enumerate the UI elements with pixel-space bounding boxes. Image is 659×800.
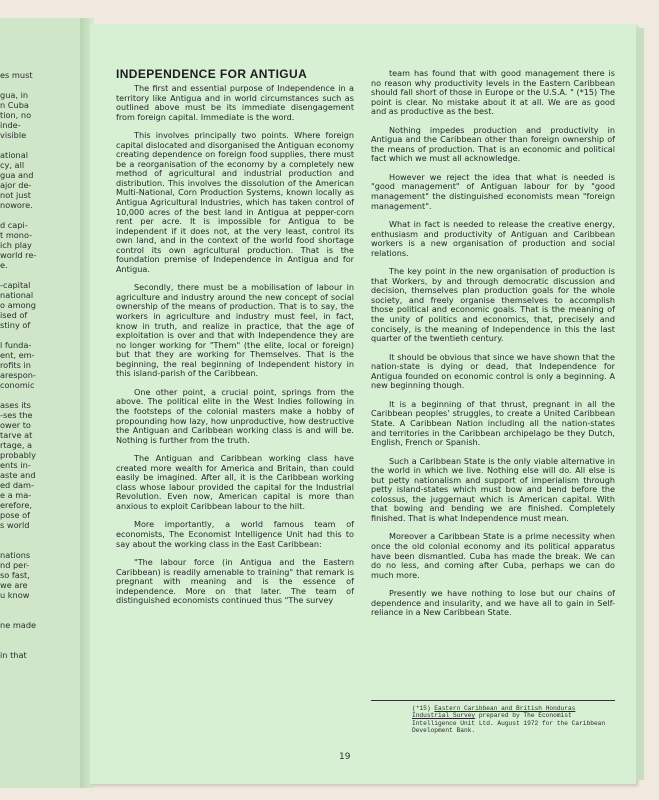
left-fragment-line: ases its [0,400,31,410]
footnote-marker: (*15) [412,705,431,712]
left-fragment-line: -capital [0,280,31,290]
paragraph: What in fact is needed to release the creative energy, enthusiasm and productivity of Antiguan and Caribbean workers is a new organisation of production and social relations. [371,219,615,258]
left-fragment-line: pose of [0,510,31,520]
left-fragment-line: rtage, a [0,440,33,450]
paragraph: However we reject the idea that what is needed is "good management" of Antiguan labour for by "good management" the distinguished economists mean "foreign management". [371,171,615,211]
left-fragment-line: world re- [0,250,37,260]
left-fragment-line: aste and [0,470,36,480]
left-fragment-line: es must [0,70,33,80]
left-fragment-line: so fast, [0,570,30,580]
left-fragment-line: erefore, [0,500,32,510]
left-fragment-line: ajor de- [0,180,32,190]
paragraph: "The labour force (in Antigua and the Eastern Caribbean) is readily amenable to training" that remark is pregnant with meaning and is the essence of independence. More on that later. The team of distinguished economists continued thus "The survey [116,557,354,606]
left-fragment-line: ich play [0,240,32,250]
left-fragment-line: d capi- [0,220,28,230]
paragraph: One other point, a crucial point, springs from the above. The political elite in the West Indies following in the footsteps of the colonial masters make a hobby of propounding how lazy, how unproductive, how destructive the Antiguan and Caribbean working class is and will be. Nothing is further from the truth. [116,386,354,445]
paragraph: Presently we have nothing to lose but our chains of dependence and insularity, and we have all to gain in Self-reliance in a New Caribbean State. [371,588,615,618]
left-text-column [116,84,354,606]
footnote-source-title: Eastern Caribbean and British Honduras Industrial Survey [412,705,576,720]
left-fragment-line: nd per- [0,560,30,570]
left-fragment-line: conomic [0,380,35,390]
left-fragment-line: n Cuba [0,100,29,110]
left-fragment-line [0,600,36,610]
left-fragment-line [0,80,36,90]
left-fragment-line: not just [0,190,31,200]
paragraph: It is a beginning of that thrust, pregnant in all the Caribbean peoples' struggles, to create a United Caribbean State. A Caribbean Nation including all the nation-states and territories in the Caribbean archipelago be they Dutch, English, French or Spanish. [371,398,615,448]
left-fragment-line: s world [0,520,30,530]
left-fragment-line: gua, in [0,90,29,100]
paragraph: Secondly, there must be a mobilisation of labour in agriculture and industry around the new concept of social ownership of the means of production. That is to say, the workers in agriculture and industry must feel, in fact, know in truth, and realize in practice, that the age of exploitation is over and that with Independence they are no longer working for "Them" (the elite, local or foreign) but that they are working for Themselves. That is the beginning, the real beginning of Independent history in this island-parish of the Caribbean. [116,282,354,379]
left-fragment-line: ed dam- [0,480,34,490]
left-fragment-line: nations [0,550,31,560]
left-fragment-line: rofits in [0,360,31,370]
left-fragment-line: arespon- [0,370,36,380]
left-fragment-line: inde- [0,120,21,130]
left-fragment-line: tarve at [0,430,33,440]
left-fragment-line: ents in- [0,460,31,470]
page-number: 19 [339,752,351,762]
left-page-text-fragments [0,70,36,660]
left-fragment-line: visible [0,130,27,140]
left-fragment-line: we are [0,580,28,590]
paragraph: The Antiguan and Caribbean working class have created more wealth for America and Britain, than could easily be imagined. After all, it is the Caribbean working class whose labour provided the capital for the Industrial Revolution. Even now, American capital is more than anxious to exploit Caribbean labour to the hilt. [116,453,354,511]
left-fragment-line [0,630,36,640]
paragraph: team has found that with good management there is no reason why productivity levels in the Eastern Caribbean should fall short of those in Europe or the U.S.A. " (*15) The point is clear. No mistake about it at all. We are as good and as productive as the best. [371,68,615,117]
left-fragment-line: cy, all [0,160,25,170]
footnote-rule [371,700,615,701]
left-fragment-line: ational [0,150,28,160]
left-fragment-line: t mono- [0,230,33,240]
left-fragment-line: l funda- [0,340,32,350]
left-fragment-line [0,270,36,280]
right-text-column [371,69,615,618]
left-fragment-line: o among [0,300,37,310]
left-fragment-line [0,390,36,400]
left-fragment-line: national [0,290,34,300]
left-fragment-line: u know [0,590,30,600]
left-fragment-line [0,540,36,550]
left-fragment-line: ised of [0,310,28,320]
left-fragment-line: ent, em- [0,350,35,360]
left-fragment-line: probably [0,450,36,460]
left-fragment-line: in that [0,650,27,660]
left-page [0,18,87,788]
left-fragment-line [0,140,36,150]
paragraph: Such a Caribbean State is the only viable alternative in the world in which we live. Nothing else will do. All else is but petty nationalism and support of imperialism through petty island-states which must bow and bend before the colossus, the juggernaut which is American capital. With that bowing and bending we are finished. Completely finished. That is what Independence must mean. [371,455,615,523]
left-fragment-line: gua and [0,170,34,180]
left-fragment-line [0,530,36,540]
left-fragment-line: nowore. [0,200,33,210]
left-fragment-line: -ses the [0,410,33,420]
left-fragment-line: stiny of [0,320,31,330]
page-edge [636,28,644,780]
left-fragment-line [0,330,36,340]
left-fragment-line: e. [0,260,8,270]
left-fragment-line: tion, no [0,110,32,120]
paragraph: Nothing impedes production and productivity in Antigua and the Caribbean other than foreign ownership of the means of production. That is an economic and political fact which we must all acknowledge. [371,124,615,164]
paragraph: This involves principally two points. Where foreign capital dislocated and disorganised the Antiguan economy creating dependence on foreign food supplies, there must be a reorganisation of the economy by a completely new method of agricultural and industrial production and distribution. This involves the dissolution of the American Multi-National, Corn Production Systems, known locally as Antigua Agricultural Industries, which has taken control of 10,000 acres of the best land in Antigua at pepper-corn rent per acre. It is impossible for Antigua to be independent if it does not, at the very least, control its own land, and in the context of the world food shortage control its own agricultural production. That is the foundation premise of Independence in Antigua and for Antigua. [116,130,354,274]
left-fragment-line [0,640,36,650]
paragraph: The key point in the new organisation of production is that Workers, by and through democratic discussion and decision, themselves plan production goals for the whole society, and freely organise themselves to accomplish those political and economic goals. That is the meaning of the unity of politics and economics, that, precisely and concisely, is the meaning of Independence in this the last quarter of the twentieth century. [371,266,615,344]
left-fragment-line [0,210,36,220]
left-fragment-line [0,610,36,620]
article-title: INDEPENDENCE FOR ANTIGUA [116,67,308,81]
left-fragment-line: e a ma- [0,490,32,500]
left-fragment-line: ne made [0,620,37,630]
paragraph: It should be obvious that since we have shown that the nation-state is dying or dead, that Independence for Antigua founded on economic control is only a beginning. A new beginning though. [371,351,615,391]
left-fragment-line: ower to [0,420,31,430]
footnote-rest: prepared by The Economist Intelligence Unit Ltd. August 1972 for the Caribbean Development Bank. [412,712,606,735]
footnote [412,705,612,735]
paragraph: Moreover a Caribbean State is a prime necessity when once the old colonial economy and its political apparatus have been dismantled. Cuba has made the break. We can do no less, and coming after Cuba, perhaps we can do much more. [371,531,615,580]
paragraph: More importantly, a world famous team of economists, The Economist Intelligence Unit had this to say about the working class in the East Caribbean: [116,519,354,549]
paragraph: The first and essential purpose of Independence in a territory like Antigua and in world circumstances such as outlined above must be its immediate disengagement from foreign capital. Immediate is the word. [116,83,354,122]
